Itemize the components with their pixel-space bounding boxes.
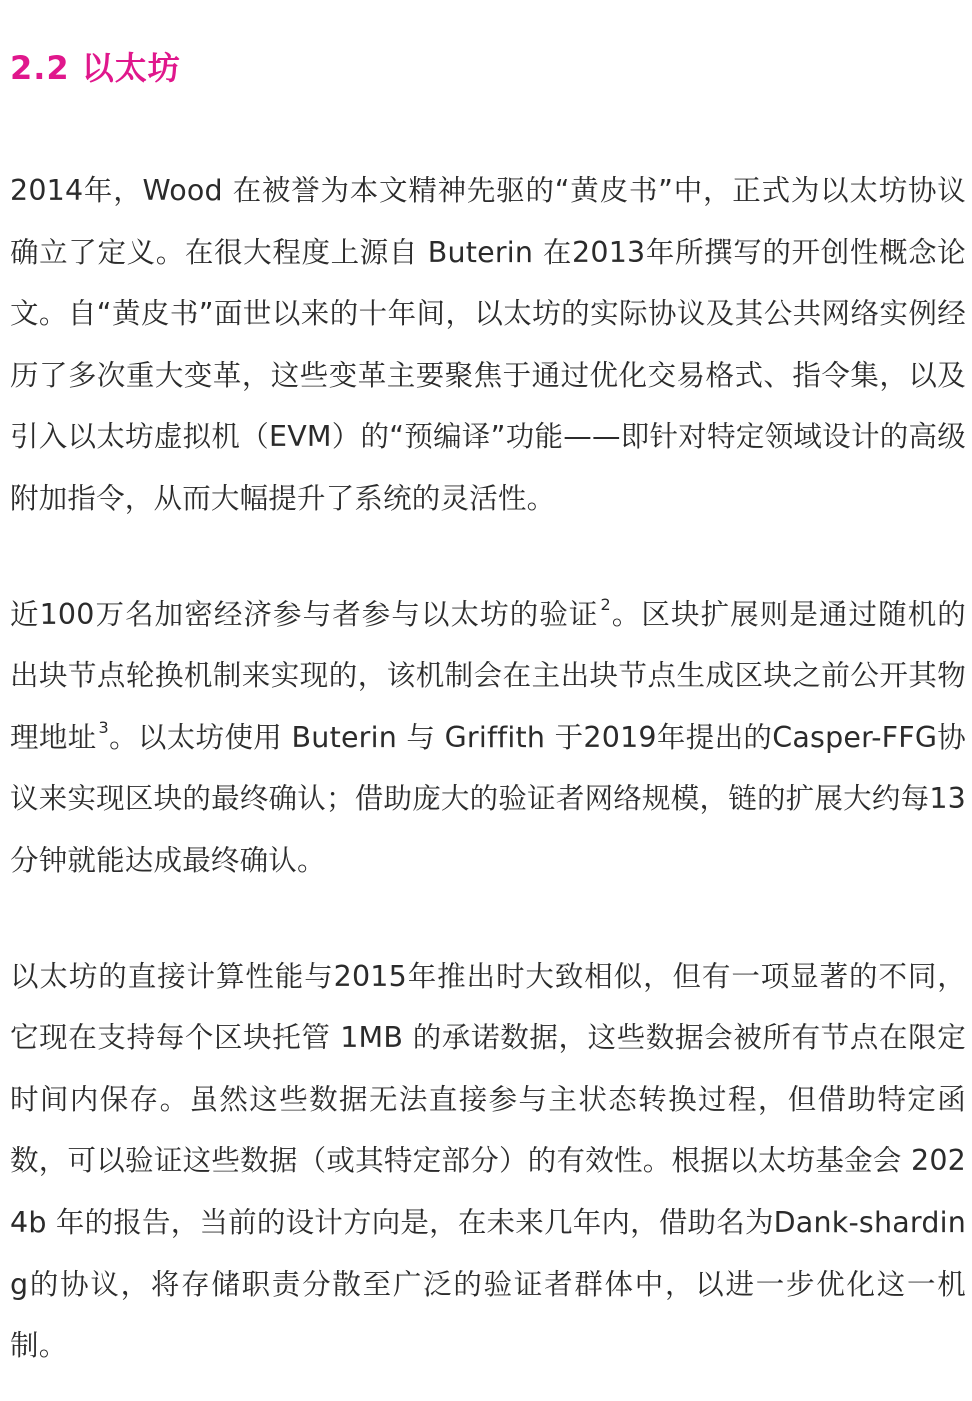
section-title: 以太坊 [81,49,181,87]
paragraph-2-part-1: 近100万名加密经济参与者参与以太坊的验证 [10,597,599,631]
paragraph-2-part-3: 。以太坊使用 Buterin 与 Griffith 于2019年提出的Casper-FFG协议来实现区块的最终确认；借助庞大的验证者网络规模，链的扩展大约每13分钟就能达成最终确认。 [10,720,966,877]
paragraph-3: 以太坊的直接计算性能与2015年推出时大致相似，但有一项显著的不同，它现在支持每个区块托管 1MB 的承诺数据，这些数据会被所有节点在限定时间内保存。虽然这些数据无法直接参与主状态转换过程，但借助特定函数，可以验证这些数据（或其特定部分）的有效性。根据以太坊基金会 2024b 年的报告，当前的设计方向是，在未来几年内，借助名为Dank-sharding的协议，将存储职责分散至广泛的验证者群体中，以进一步优化这一机制。 [10,959,966,1363]
section-heading [10,46,966,90]
section-number: 2.2 [10,49,70,87]
paragraph-2 [10,584,966,892]
footnote-ref-3[interactable]: 3 [98,717,109,737]
paragraph-1: 2014年，Wood 在被誉为本文精神先驱的“黄皮书”中，正式为以太坊协议确立了定义。在很大程度上源自 Buterin 在2013年所撰写的开创性概念论文。自“黄皮书”面世以来的十年间，以太坊的实际协议及其公共网络实例经历了多次重大变革，这些变革主要聚焦于通过优化交易格式、指令集，以及引入以太坊虚拟机（EVM）的“预编译”功能——即针对特定领域设计的高级附加指令，从而大幅提升了系统的灵活性。 [10,174,966,515]
footnote-ref-2[interactable]: 2 [600,594,611,614]
paragraph-2-part-2: 。区块扩展则是通过随机的出块节点轮换机制来实现的，该机制会在主出块节点生成区块之前公开其物理地址 [10,597,966,754]
